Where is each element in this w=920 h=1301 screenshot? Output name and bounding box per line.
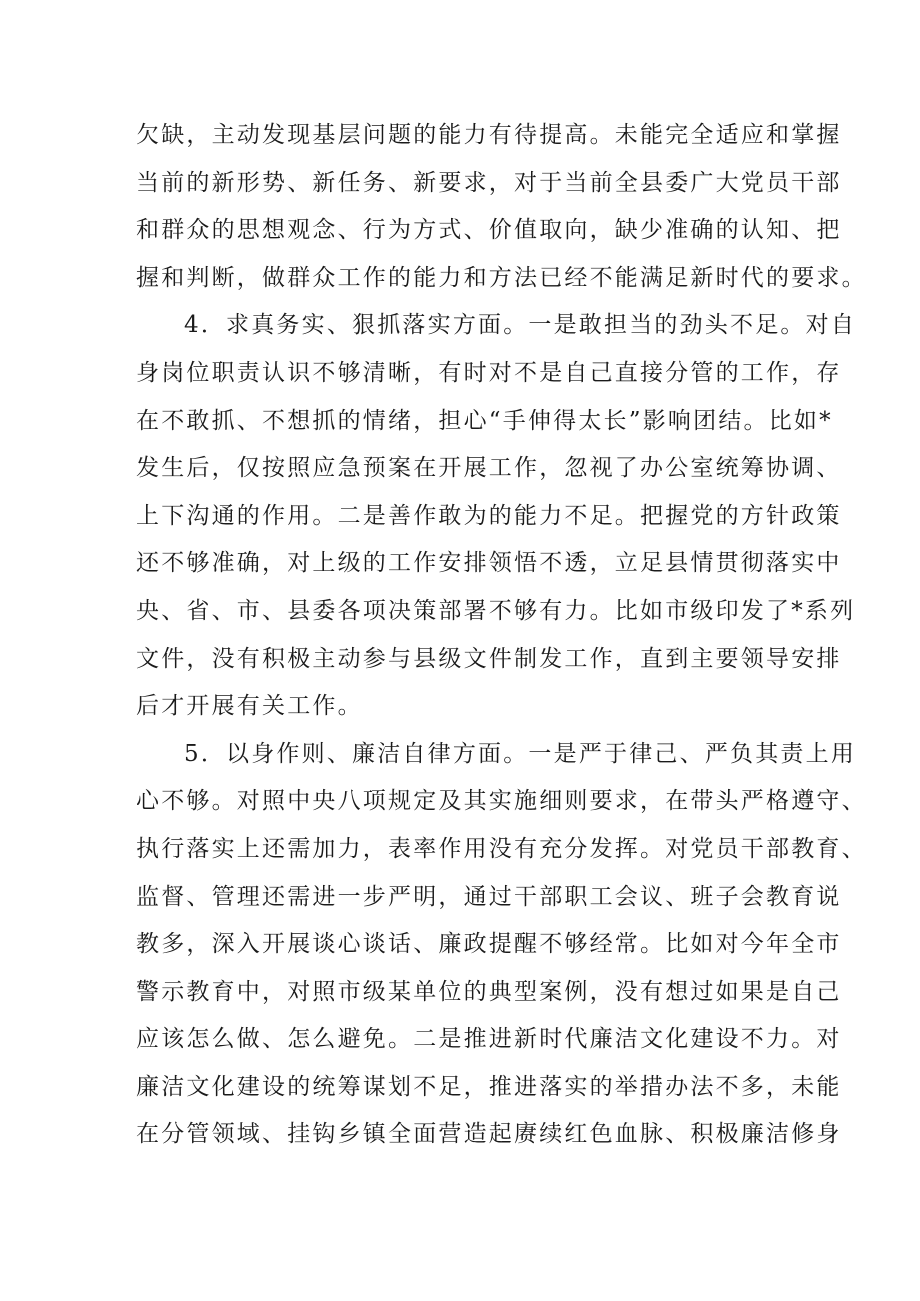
text-line: 当前的新形势、新任务、新要求，对于当前全县委广大党员干部	[136, 169, 842, 196]
text-line: 上下沟通的作用。二是善作敢为的能力不足。把握党的方针政策	[136, 502, 842, 529]
text-line: 监督、管理还需进一步严明，通过干部职工会议、班子会教育说	[136, 883, 842, 910]
text-line: 在分管领域、挂钩乡镇全面营造起赓续红色血脉、积极廉洁修身	[136, 1121, 842, 1148]
text-line: 和群众的思想观念、行为方式、价值取向，缺少准确的认知、把	[136, 217, 842, 244]
paragraph-first-line: 5．以身作则、廉洁自律方面。一是严于律己、严负其责上用	[184, 740, 857, 767]
text-line: 在不敢抓、不想抓的情绪，担心“手伸得太长”影响团结。比如*	[136, 407, 833, 434]
text-line: 欠缺，主动发现基层问题的能力有待提高。未能完全适应和掌握	[136, 122, 842, 148]
document-body	[136, 112, 867, 1159]
text-line: 执行落实上还需加力，表率作用没有充分发挥。对党员干部教育、	[136, 835, 867, 862]
text-line: 还不够准确，对上级的工作安排领悟不透，立足县情贯彻落实中	[136, 550, 842, 577]
text-line: 后才开展有关工作。	[136, 693, 363, 720]
text-line: 心不够。对照中央八项规定及其实施细则要求，在带头严格遵守、	[136, 788, 867, 815]
text-line: 文件，没有积极主动参与县级文件制发工作，直到主要领导安排	[136, 645, 842, 672]
text-line: 央、省、市、县委各项决策部署不够有力。比如市级印发了*系列	[136, 597, 856, 624]
text-line: 应该怎么做、怎么避免。二是推进新时代廉洁文化建设不力。对	[136, 1026, 842, 1053]
text-line: 教多，深入开展谈心谈话、廉政提醒不够经常。比如对今年全市	[136, 931, 842, 958]
text-line: 握和判断，做群众工作的能力和方法已经不能满足新时代的要求。	[136, 264, 867, 291]
paragraph-first-line: 4．求真务实、狠抓落实方面。一是敢担当的劲头不足。对自	[184, 312, 857, 339]
text-line: 发生后，仅按照应急预案在开展工作，忽视了办公室统筹协调、	[136, 455, 842, 482]
text-line: 廉洁文化建设的统筹谋划不足，推进落实的举措办法不多，未能	[136, 1073, 842, 1100]
text-line: 身岗位职责认识不够清晰，有时对不是自己直接分管的工作，存	[136, 359, 842, 386]
text-line: 警示教育中，对照市级某单位的典型案例，没有想过如果是自己	[136, 978, 842, 1005]
